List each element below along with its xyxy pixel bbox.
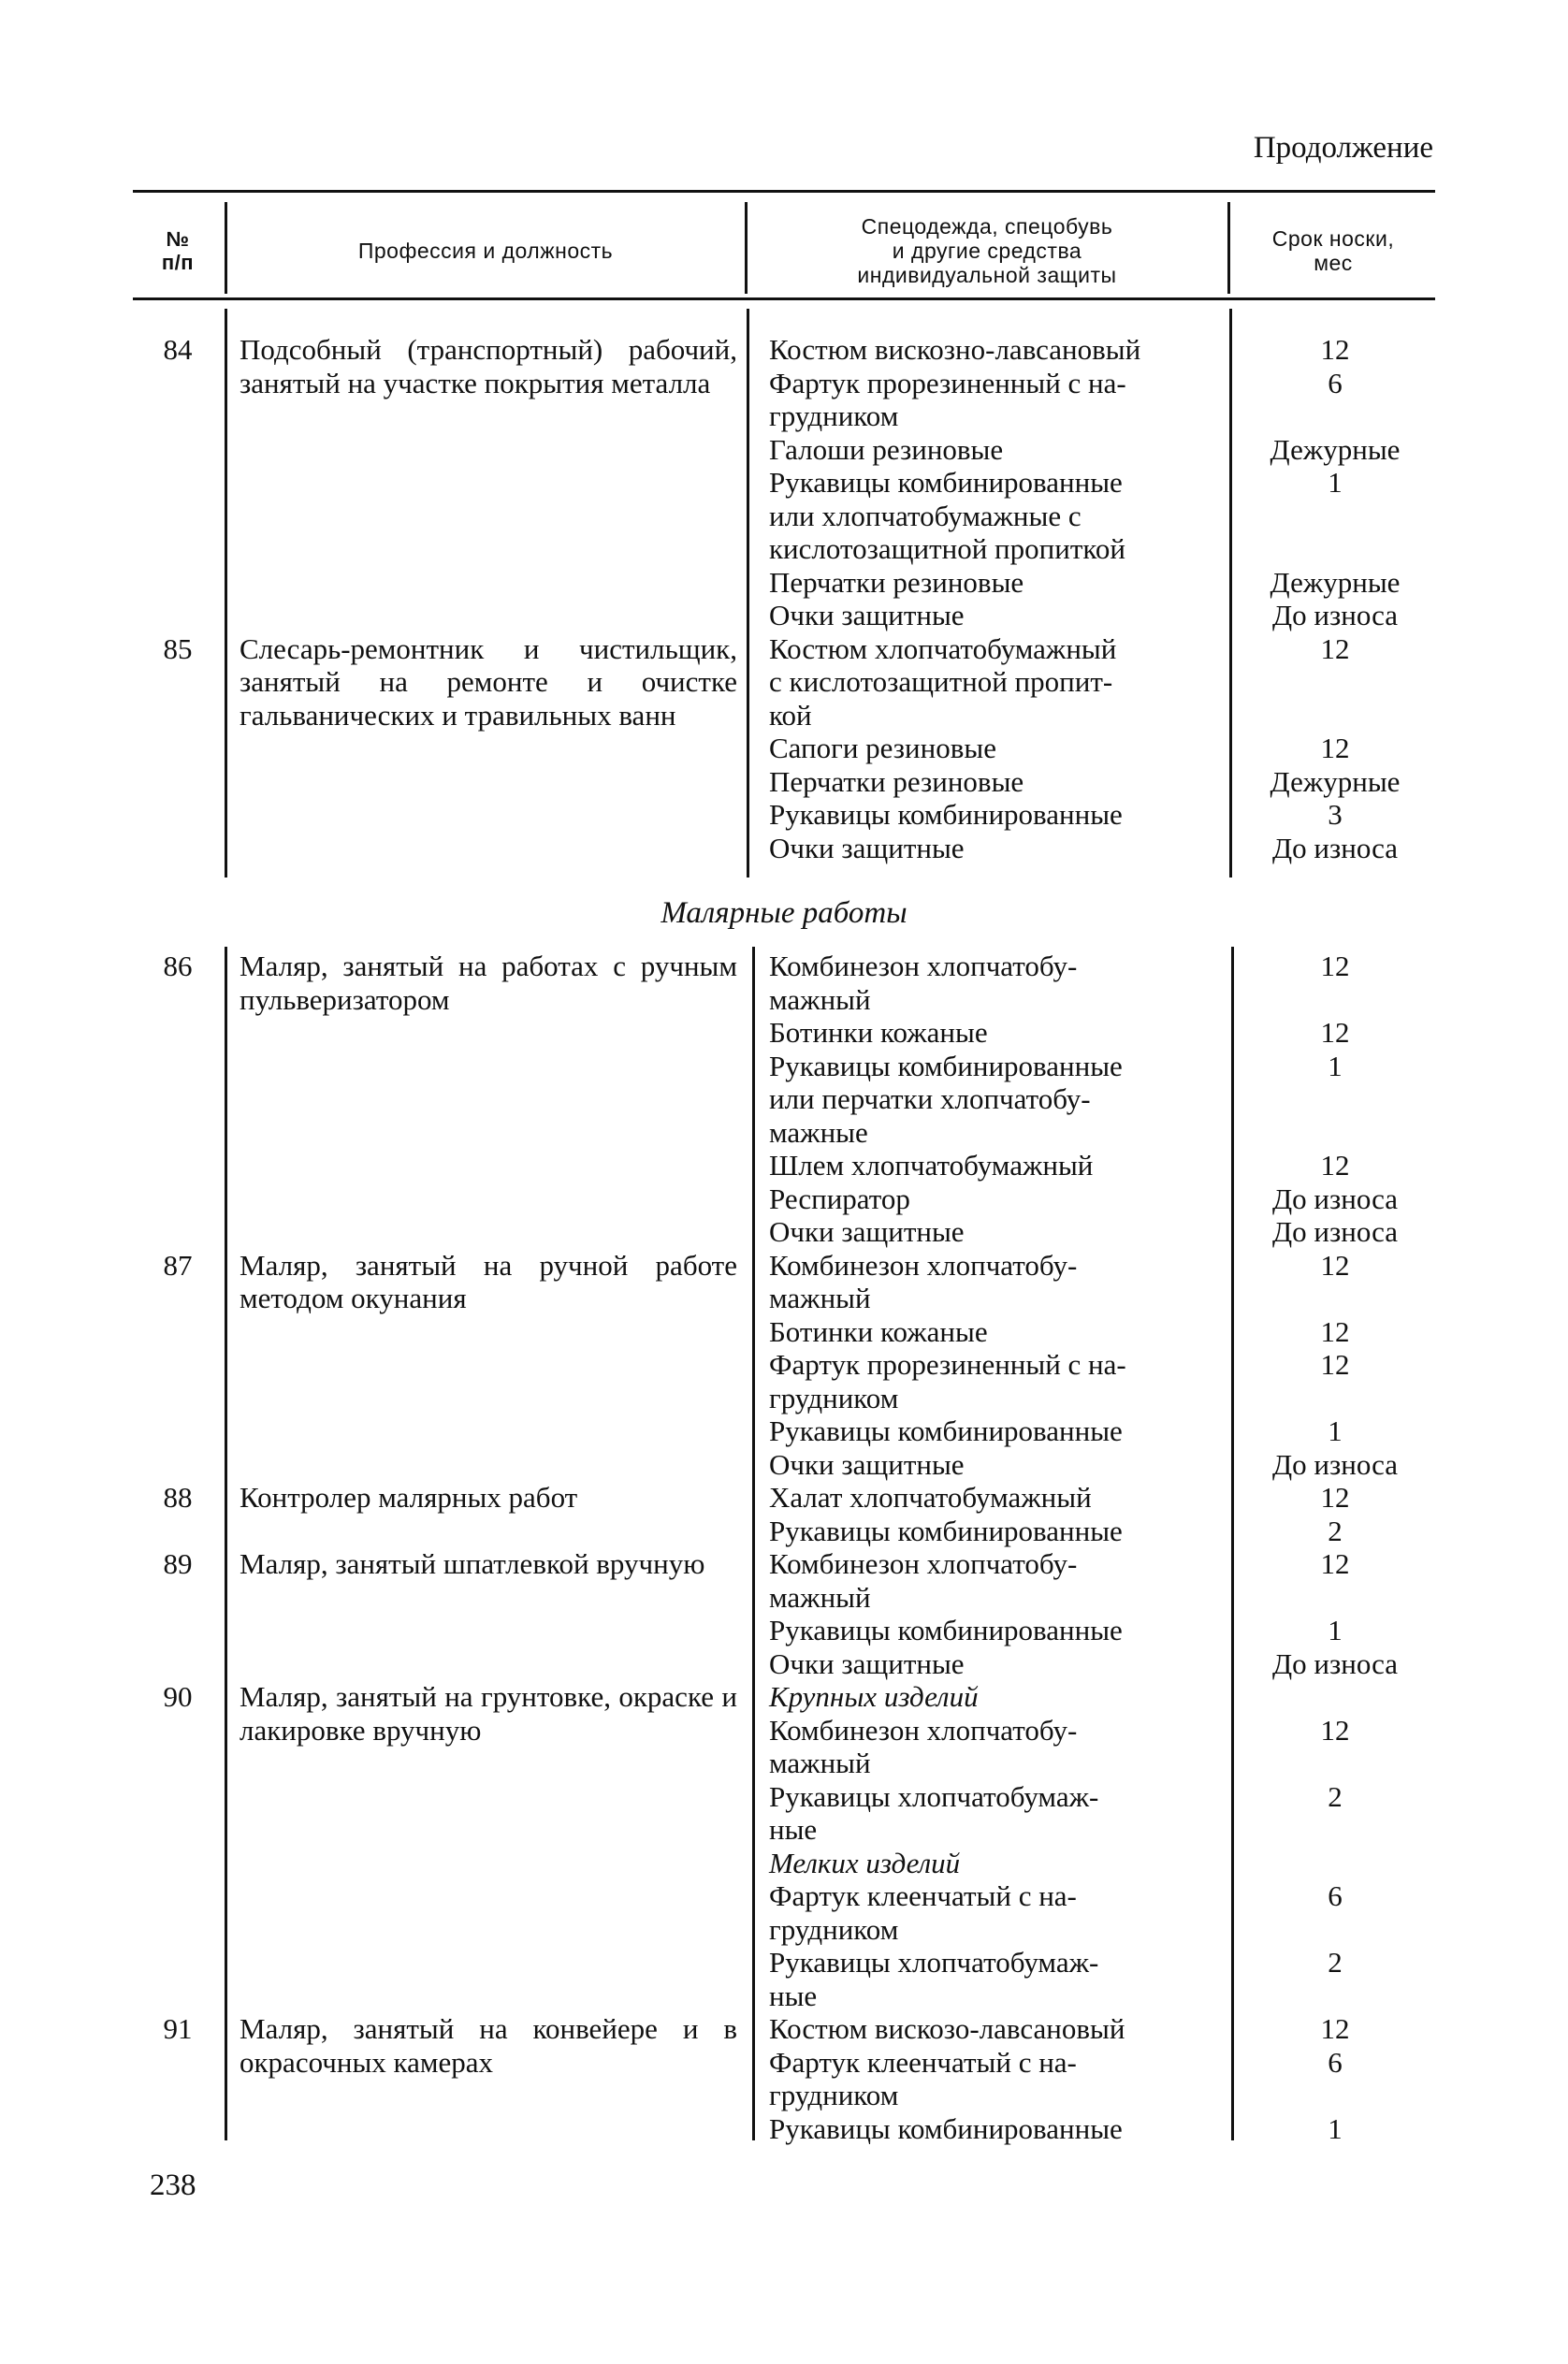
equipment-item: Очки защитные — [769, 1447, 965, 1481]
equipment-item: мажный — [769, 1747, 871, 1779]
equipment-item: Рукавицы комбинированные — [769, 1414, 1123, 1447]
equipment-item: Шлем хлопчатобумажный — [769, 1149, 1094, 1182]
row-number: 88 — [163, 1481, 193, 1514]
term-value — [1237, 1082, 1433, 1116]
col-header-num: № п/п — [161, 227, 195, 274]
header-separator — [1227, 202, 1230, 294]
continuation-label: Продолжение — [1253, 131, 1433, 165]
equipment-item: Очки защитные — [769, 831, 965, 864]
equipment-item: кислотозащитной пропиткой — [769, 532, 1125, 565]
column-separator — [752, 947, 755, 2140]
term-value: 2 — [1328, 1514, 1343, 1547]
term-value — [1237, 1813, 1433, 1847]
equipment-item: Костюм хлопчатобумажный — [769, 631, 1117, 665]
col-header-profession: Профессия и должность — [357, 239, 614, 264]
term-value: Дежурные — [1270, 764, 1401, 798]
equipment-cell — [769, 2012, 1226, 2145]
term-value: До износа — [1272, 1646, 1398, 1680]
equipment-item: Рукавицы комбинированные — [769, 1049, 1123, 1082]
row-number: 91 — [163, 2012, 193, 2045]
equipment-item: мажные — [769, 1115, 868, 1149]
term-value: 1 — [1328, 1414, 1343, 1447]
equipment-item: Комбинезон хлопчатобу- — [769, 1713, 1078, 1747]
term-value: 1 — [1328, 1614, 1343, 1646]
col-header-equipment: Спецодежда, спецобувь и другие средства индивидуальной защиты — [857, 214, 1117, 287]
term-cell — [1237, 1249, 1433, 1482]
equipment-item: Фартук прорезиненный с на- — [769, 366, 1126, 399]
equipment-item: Очки защитные — [769, 1215, 965, 1248]
equipment-item: мажный — [769, 982, 871, 1016]
column-separator — [747, 309, 749, 877]
term-value: До износа — [1272, 1215, 1398, 1248]
equipment-item: Фартук прорезиненный с на- — [769, 1348, 1126, 1381]
equipment-item: или перчатки хлопчатобу- — [769, 1082, 1091, 1115]
equipment-item: Костюм вискозно-лавсановый — [769, 333, 1141, 366]
equipment-item: Перчатки резиновые — [769, 764, 1024, 798]
term-cell — [1237, 333, 1433, 632]
equipment-item: грудником — [769, 399, 899, 432]
term-value: 12 — [1320, 1547, 1350, 1580]
header-separator — [225, 202, 227, 294]
term-value — [1237, 1680, 1433, 1714]
category-label: Крупных изделий — [769, 1680, 979, 1713]
equipment-item: Комбинезон хлопчатобу- — [769, 950, 1078, 982]
equipment-item: Респиратор — [769, 1182, 910, 1215]
term-value — [1237, 399, 1433, 433]
term-value: 6 — [1328, 2045, 1343, 2079]
term-value: 12 — [1320, 1016, 1350, 1049]
equipment-item: Фартук клеенчатый с на- — [769, 1879, 1077, 1912]
term-value — [1237, 1913, 1433, 1947]
row-number: 90 — [163, 1680, 193, 1713]
term-value — [1237, 500, 1433, 533]
term-value: 6 — [1328, 1879, 1343, 1912]
term-value: 12 — [1320, 631, 1350, 665]
term-value: 6 — [1328, 366, 1343, 399]
term-value: 3 — [1328, 798, 1343, 831]
equipment-item: Перчатки резиновые — [769, 565, 1024, 599]
term-value: 12 — [1320, 1314, 1350, 1348]
equipment-item: Рукавицы хлопчатобумаж- — [769, 1779, 1099, 1813]
equipment-item: Халат хлопчатобумажный — [769, 1481, 1092, 1514]
profession-cell: Маляр, занятый на ручной работе методом окунания — [240, 1248, 737, 1314]
equipment-item: Ботинки кожаные — [769, 1314, 988, 1348]
equipment-item: Рукавицы комбинированные — [769, 1514, 1123, 1547]
equipment-item: грудником — [769, 1381, 899, 1414]
equipment-cell — [769, 1547, 1226, 1680]
term-cell — [1237, 2012, 1433, 2145]
row-number: 87 — [163, 1248, 193, 1282]
equipment-cell — [769, 950, 1226, 1249]
row-number: 86 — [163, 950, 193, 982]
profession-cell: Слесарь-ремонтник и чистильщик, занятый на ремонте и очистке гальванических и травильных ванн — [240, 631, 737, 732]
term-value: 12 — [1320, 2012, 1350, 2045]
equipment-cell — [769, 1680, 1226, 2012]
profession-cell: Маляр, занятый шпатлевкой вручную — [240, 1547, 705, 1580]
term-value: 12 — [1320, 333, 1350, 366]
term-value: 12 — [1320, 1248, 1350, 1282]
term-cell — [1237, 1680, 1433, 2012]
col-header-term: Срок носки, мес — [1271, 226, 1395, 275]
term-value — [1237, 1581, 1433, 1615]
equipment-cell — [769, 1481, 1226, 1547]
term-value: 12 — [1320, 1348, 1350, 1381]
header-bottom-rule — [133, 297, 1435, 300]
equipment-item: мажный — [769, 1282, 871, 1314]
term-value — [1237, 1116, 1433, 1150]
equipment-item: Комбинезон хлопчатобу- — [769, 1248, 1078, 1282]
term-value: До износа — [1272, 1182, 1398, 1215]
term-value: До износа — [1272, 1447, 1398, 1481]
equipment-item: Галоши резиновые — [769, 432, 1004, 466]
profession-cell: Маляр, занятый на конвейере и в окрасочных камерах — [240, 2012, 737, 2079]
term-value: До износа — [1272, 599, 1398, 631]
term-value: 1 — [1328, 2111, 1343, 2145]
page-number: 238 — [150, 2168, 196, 2202]
term-value: 1 — [1328, 1049, 1343, 1082]
term-value: 12 — [1320, 1713, 1350, 1747]
category-label: Мелких изделий — [769, 1846, 961, 1879]
equipment-item: грудником — [769, 2079, 899, 2111]
equipment-item: ные — [769, 1979, 818, 2012]
section-title: Малярные работы — [661, 896, 907, 930]
equipment-item: с кислотозащитной пропит- — [769, 665, 1113, 698]
term-value: До износа — [1272, 831, 1398, 864]
profession-cell: Подсобный (транспортный) рабочий, занятый на участке покрытия металла — [240, 333, 737, 399]
equipment-item: Комбинезон хлопчатобу- — [769, 1547, 1078, 1580]
equipment-item: мажный — [769, 1580, 871, 1614]
term-value: 1 — [1328, 466, 1343, 499]
equipment-item: кой — [769, 698, 812, 732]
equipment-item: грудником — [769, 1912, 899, 1946]
term-value — [1237, 983, 1433, 1017]
row-number: 85 — [163, 631, 193, 665]
term-value: 12 — [1320, 1149, 1350, 1182]
term-value: Дежурные — [1270, 432, 1401, 466]
term-value — [1237, 1282, 1433, 1315]
term-value — [1237, 532, 1433, 566]
term-cell — [1237, 632, 1433, 865]
equipment-item: Рукавицы комбинированные — [769, 2111, 1123, 2145]
equipment-item: Очки защитные — [769, 1646, 965, 1680]
equipment-item: Костюм вискозо-лавсановый — [769, 2012, 1125, 2045]
equipment-item: Сапоги резиновые — [769, 732, 996, 764]
term-value — [1237, 2079, 1433, 2112]
equipment-cell — [769, 632, 1226, 865]
term-cell — [1237, 950, 1433, 1249]
term-value: 12 — [1320, 732, 1350, 764]
term-value: 2 — [1328, 1779, 1343, 1813]
equipment-cell — [769, 1249, 1226, 1482]
row-number: 84 — [163, 333, 193, 366]
equipment-item: Очки защитные — [769, 599, 965, 631]
equipment-item: или хлопчатобумажные с — [769, 499, 1082, 532]
term-value: 12 — [1320, 1481, 1350, 1514]
term-cell — [1237, 1547, 1433, 1680]
equipment-item: Рукавицы комбинированные — [769, 1614, 1123, 1646]
term-value: 2 — [1328, 1946, 1343, 1979]
term-value — [1237, 665, 1433, 699]
equipment-cell — [769, 333, 1226, 632]
term-value — [1237, 1382, 1433, 1415]
profession-cell: Маляр, занятый на работах с ручным пульверизатором — [240, 950, 737, 1016]
equipment-item: Рукавицы хлопчатобумаж- — [769, 1946, 1099, 1979]
table-top-rule — [133, 190, 1435, 193]
term-value — [1237, 1747, 1433, 1780]
equipment-item: ные — [769, 1813, 818, 1846]
equipment-item: Рукавицы комбинированные — [769, 798, 1123, 831]
column-separator — [1229, 309, 1232, 877]
term-value — [1237, 1847, 1433, 1880]
column-separator — [1231, 947, 1234, 2140]
equipment-item: Ботинки кожаные — [769, 1016, 988, 1049]
term-value — [1237, 699, 1433, 732]
equipment-item: Рукавицы комбинированные — [769, 466, 1123, 499]
term-cell — [1237, 1481, 1433, 1547]
profession-cell: Маляр, занятый на грунтовке, окраске и лакировке вручную — [240, 1680, 737, 1747]
header-separator — [745, 202, 748, 294]
equipment-item: Фартук клеенчатый с на- — [769, 2045, 1077, 2079]
row-number: 89 — [163, 1547, 193, 1580]
column-separator — [225, 309, 227, 877]
term-value: Дежурные — [1270, 565, 1401, 599]
term-value — [1237, 1980, 1433, 2013]
profession-cell: Контролер малярных работ — [240, 1481, 578, 1514]
column-separator — [225, 947, 227, 2140]
term-value: 12 — [1320, 950, 1350, 982]
